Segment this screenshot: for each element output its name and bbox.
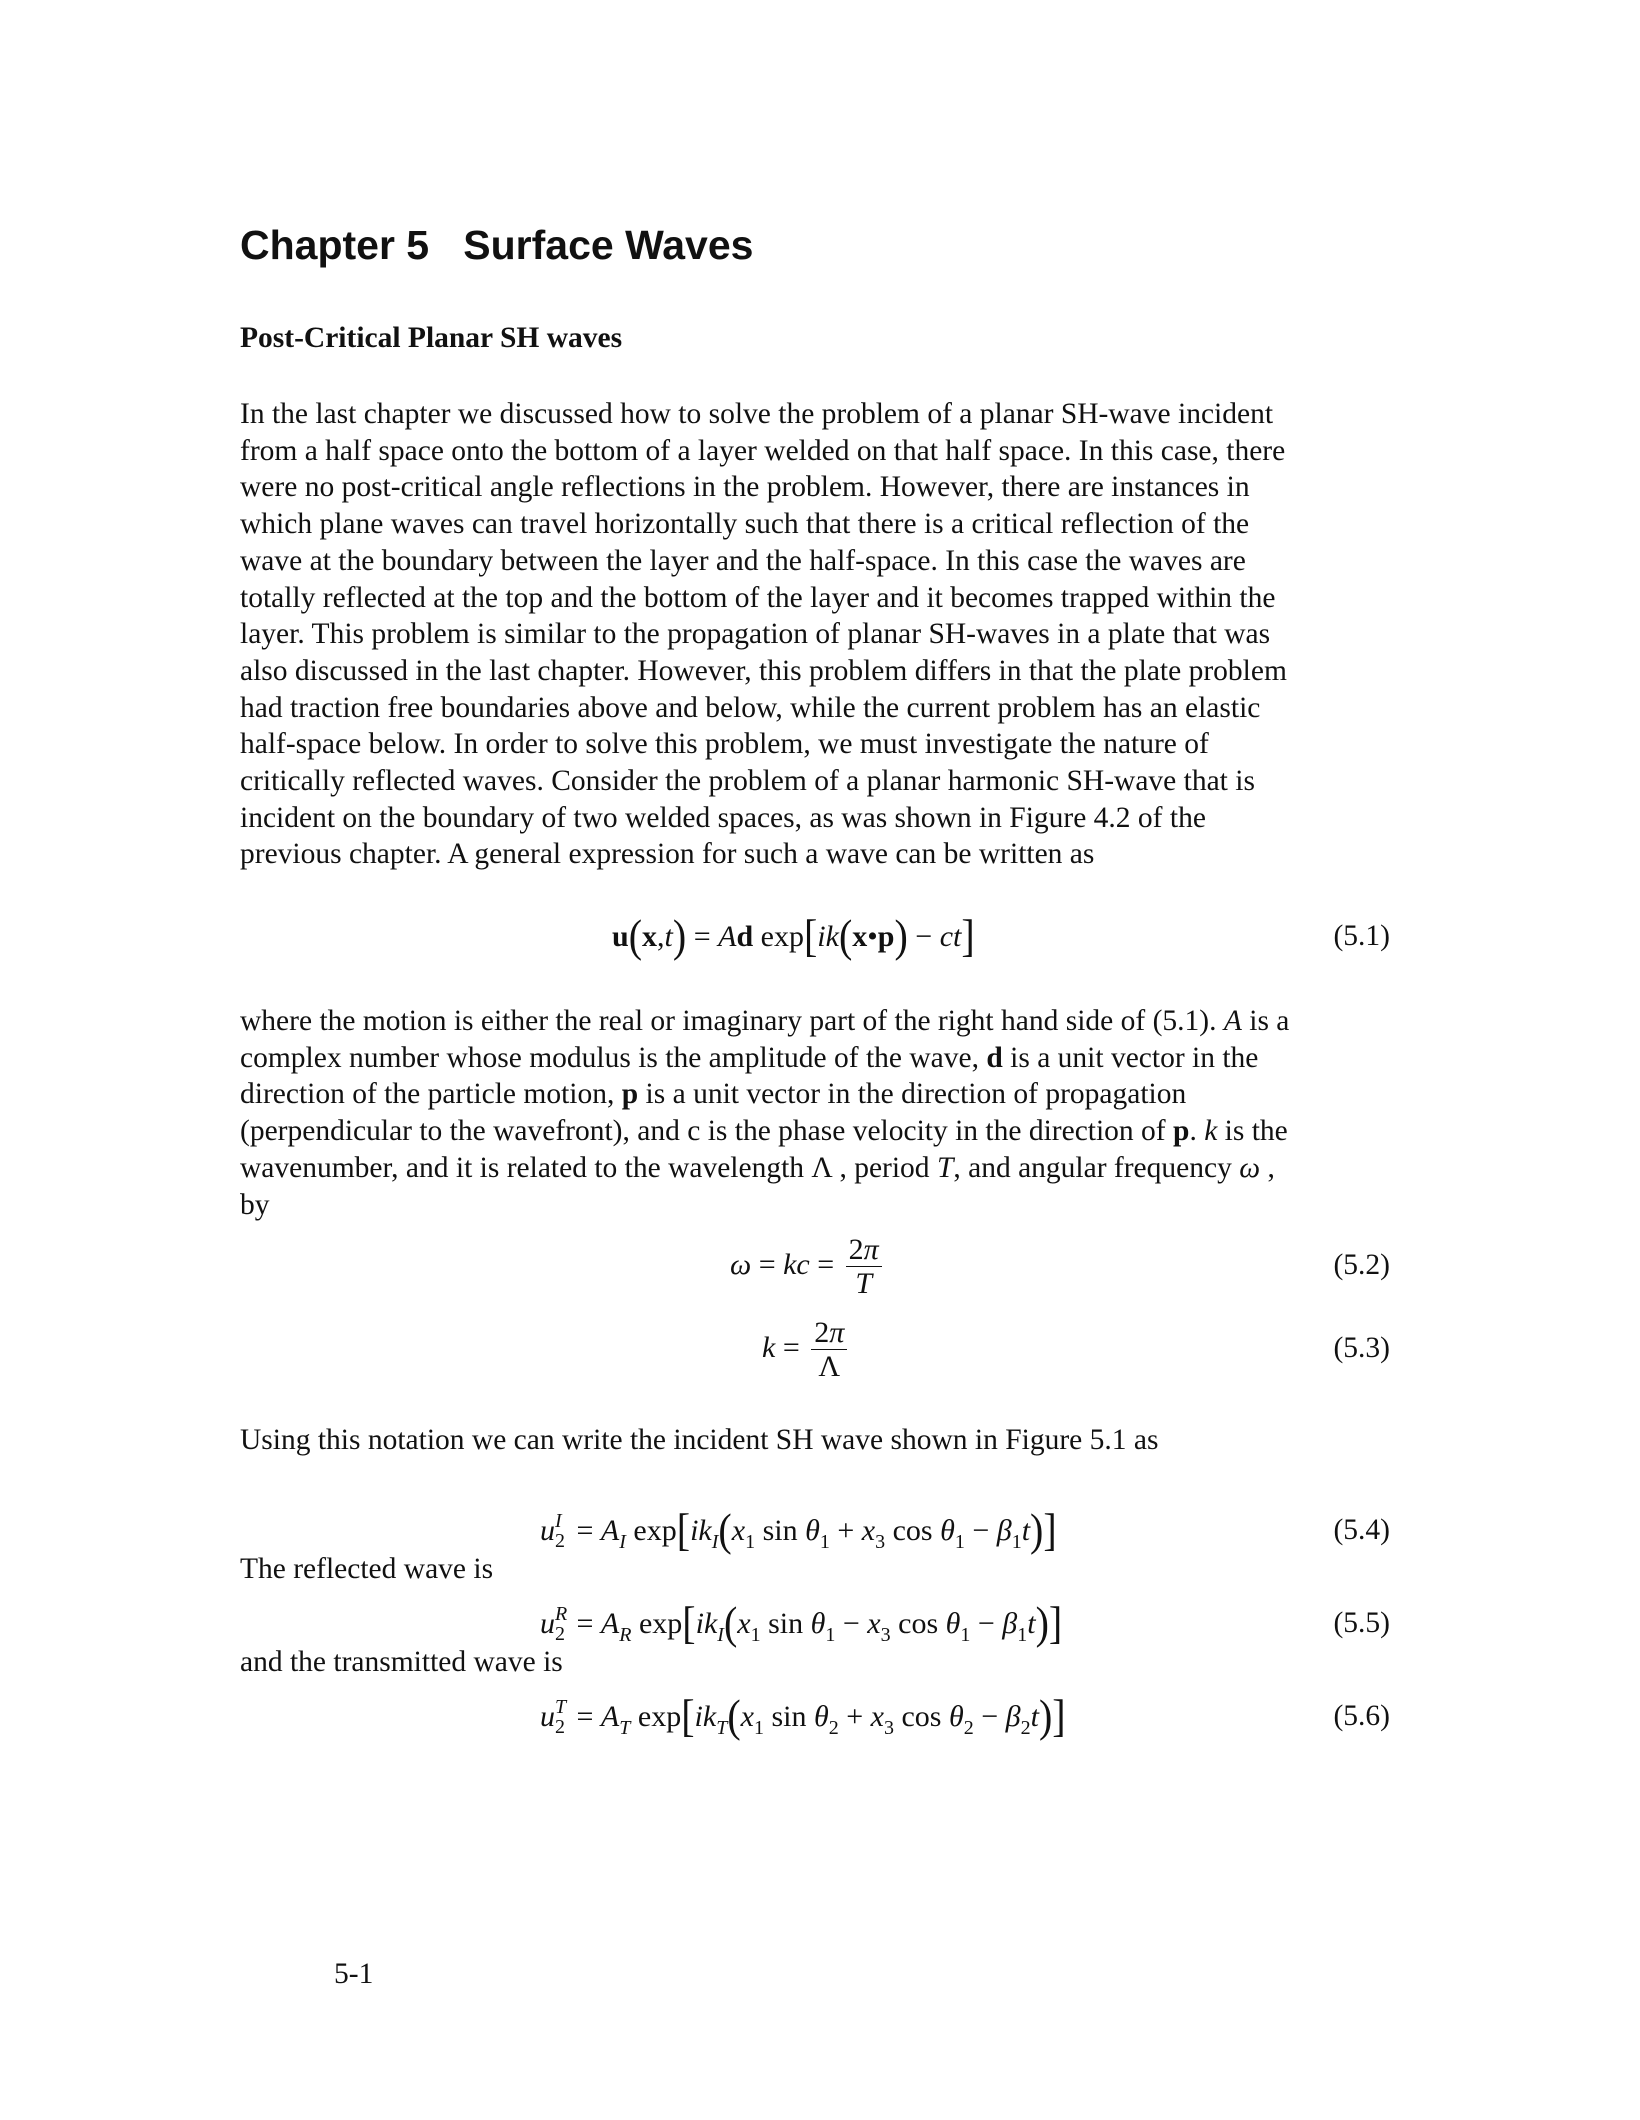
text-line: previous chapter. A general expression for such a wave can be written as [240, 838, 1095, 871]
equation-number: (5.4) [1333, 1514, 1390, 1546]
reflected-label: The reflected wave is [240, 1553, 494, 1585]
equation-5-1 [240, 908, 1390, 968]
section-heading: Post-Critical Planar SH waves [240, 322, 623, 354]
equation-expression: u T 2 = $A_T$ $\exp[ik_T(x_1$ $\sin \theta_2 + x_3$ $\cos \theta_2 - \beta_2t$)] [540, 1689, 1066, 1742]
text-line: which plane waves can travel horizontally such that there is a critical reflection of the [240, 508, 1250, 541]
text-line: (perpendicular to the wavefront), and c is the phase velocity in the direction of p. k is the [240, 1115, 1288, 1148]
chapter-title: Chapter 5 Surface Waves [240, 222, 754, 268]
equation-5-3 [240, 1305, 1390, 1391]
text-line: half-space below. In order to solve this problem, we must investigate the nature of [240, 728, 1209, 761]
definitions-paragraph [240, 1003, 1400, 1223]
equation-5-2 [240, 1222, 1390, 1308]
intro-paragraph [240, 396, 1400, 873]
text-line: wavenumber, and it is related to the wavelength Λ , period T, and angular frequency ω , [240, 1151, 1275, 1184]
text-line: incident on the boundary of two welded spaces, as was shown in Figure 4.2 of the [240, 801, 1206, 834]
equation-number: (5.2) [1333, 1249, 1390, 1281]
equation-number: (5.3) [1333, 1332, 1390, 1364]
equation-expression: u(x,t) = Ad exp[ik(x•p) − ct] [612, 909, 975, 962]
text-line: had traction free boundaries above and below, while the current problem has an elastic [240, 691, 1261, 724]
equation-5-6 [240, 1688, 1390, 1748]
equation-number: (5.6) [1333, 1700, 1390, 1732]
text-line: In the last chapter we discussed how to solve the problem of a planar SH-wave incident [240, 398, 1274, 430]
notation-paragraph: Using this notation we can write the incident SH wave shown in Figure 5.1 as [240, 1424, 1159, 1456]
page-number: 5-1 [334, 1958, 374, 1990]
equation-expression: ω = kc = $\frac{2\pi}{T}$ [730, 1222, 886, 1308]
text-line: from a half space onto the bottom of a layer welded on that half space. In this case, there [240, 434, 1286, 467]
text-line: were no post-critical angle reflections in the problem. However, there are instances in [240, 471, 1250, 504]
equation-expression: u R 2 = $A_R$ $\exp[ik_I(x_1$ $\sin \theta_1 - x_3$ $\cos \theta_1 - \beta_1t$)] [540, 1596, 1063, 1649]
transmitted-label: and the transmitted wave is [240, 1646, 563, 1678]
text-line: complex number whose modulus is the amplitude of the wave, d is a unit vector in the [240, 1041, 1259, 1074]
equation-number: (5.1) [1333, 920, 1390, 952]
text-line: by [240, 1188, 270, 1221]
text-line: wave at the boundary between the layer and the half-space. In this case the waves are [240, 544, 1246, 577]
text-line: totally reflected at the top and the bottom of the layer and it becomes trapped within the [240, 581, 1276, 614]
equation-expression: u I 2 = $A_I$ $\exp[ik_I(x_1$ $\sin \theta_1 + x_3$ $\cos \theta_1 - \beta_1t$)] [540, 1503, 1057, 1556]
text-line: also discussed in the last chapter. However, this problem differs in that the plate problem [240, 654, 1287, 687]
text-line: critically reflected waves. Consider the problem of a planar harmonic SH-wave that is [240, 765, 1255, 798]
text-line: direction of the particle motion, p is a unit vector in the direction of propagation [240, 1078, 1187, 1111]
text-line: layer. This problem is similar to the propagation of planar SH-waves in a plate that was [240, 618, 1271, 651]
text-line: where the motion is either the real or imaginary part of the right hand side of (5.1). A is a [240, 1005, 1290, 1037]
equation-number: (5.5) [1333, 1607, 1390, 1639]
equation-expression: k = $\frac{2\pi}{\Lambda}$ [762, 1305, 851, 1391]
